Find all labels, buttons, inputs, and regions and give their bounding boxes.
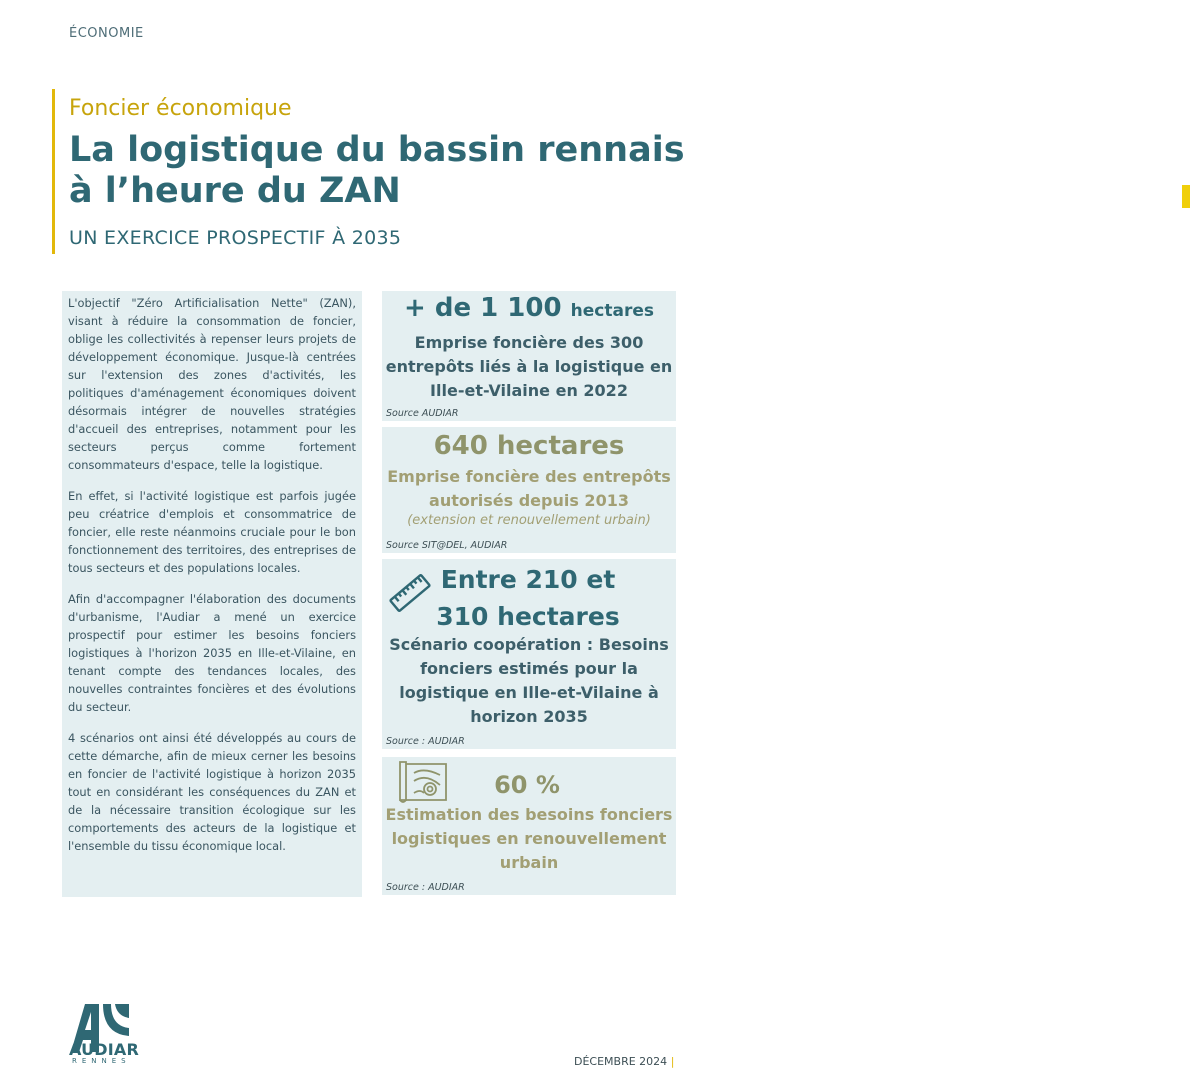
stat-source: Source : AUDIAR <box>386 736 465 747</box>
stat-number: + de 1 100 <box>404 293 562 323</box>
footer-date-text: DÉCEMBRE 2024 <box>574 1055 668 1068</box>
title-accent-bar <box>52 89 55 254</box>
plan-map-icon <box>396 759 452 805</box>
intro-text-column <box>62 291 362 897</box>
stat-description: Estimation des besoins fonciers logistiques en renouvellement urbain <box>385 805 673 872</box>
stat-value <box>382 293 676 323</box>
stat-box-scenario <box>382 559 676 749</box>
paragraph-4: 4 scénarios ont ainsi été développés au cours de cette démarche, afin de mieux cerner les besoins en foncier de l'activité logistique à horizon 2035 tout en considérant les conséquences du ZAN et de la nécessaire transition écologique sur les comportements des acteurs de la logistique et l'ensemble du tissu économique local. <box>68 731 356 853</box>
paragraph-1: L'objectif "Zéro Artificialisation Nette" (ZAN), visant à réduire la consommation de foncier, oblige les collectivités à repenser leurs projets de développement économique. Jusque-là centrées sur l'extension des zones d'activités, les politiques d'aménagement économiques doivent désormais intégrer de nouvelles stratégies d'accueil des entreprises, notamment pour les secteurs perçus comme fortement consommateurs d'espace, telle la logistique. <box>68 296 356 472</box>
paragraph-3: Afin d'accompagner l'élaboration des documents d'urbanisme, l'Audiar a mené un exercice prospectif pour estimer les besoins fonciers logistiques à l'horizon 2035 en Ille-et-Vilaine, en tenant compte des tendances locales, des nouvelles contraintes foncières et des évolutions du secteur. <box>68 592 356 714</box>
stat-value-line-1: Entre 210 et <box>440 565 616 594</box>
stat-description: Emprise foncière des 300 entrepôts liés à la logistique en Ille-et-Vilaine en 2022 <box>385 333 673 400</box>
page-title <box>69 130 709 212</box>
stat-note: (extension et renouvellement urbain) <box>407 513 651 528</box>
stat-unit: hectares <box>570 301 654 321</box>
stat-value <box>428 561 628 635</box>
title-line-1: La logistique du bassin rennais <box>69 130 685 170</box>
stat-value: 640 hectares <box>433 431 625 461</box>
subtitle: UN EXERCICE PROSPECTIF À 2035 <box>69 227 402 249</box>
footer-separator: | <box>670 1055 675 1068</box>
logo-name: AUDIAR <box>69 1040 140 1059</box>
stat-source: Source AUDIAR <box>386 408 459 419</box>
stat-box-renewal <box>382 757 676 895</box>
stat-source: Source : AUDIAR <box>386 882 465 893</box>
stat-description: Scénario coopération : Besoins fonciers estimés pour la logistique en Ille-et-Vilaine à horizon 2035 <box>389 635 669 726</box>
page-edge-marker <box>1182 185 1190 208</box>
footer-date <box>574 1055 674 1068</box>
kicker: Foncier économique <box>69 96 292 121</box>
stat-value-line-2: 310 hectares <box>436 602 620 631</box>
stat-box-warehouses <box>382 291 676 421</box>
title-line-2: à l’heure du ZAN <box>69 171 401 211</box>
section-tag: ÉCONOMIE <box>69 26 144 41</box>
stat-source: Source SIT@DEL, AUDIAR <box>386 540 508 551</box>
ruler-icon <box>388 571 432 615</box>
stat-description: Emprise foncière des entrepôts autorisés depuis 2013 <box>387 467 671 510</box>
stat-box-authorized <box>382 427 676 553</box>
logo-city: RENNES <box>72 1057 131 1065</box>
stat-value: 60 % <box>494 771 560 799</box>
paragraph-2: En effet, si l'activité logistique est parfois jugée peu créatrice d'emplois et consommatrice de foncier, elle reste néanmoins cruciale pour le bon fonctionnement des territoires, des entreprises de tous secteurs et des populations locales. <box>68 489 356 575</box>
